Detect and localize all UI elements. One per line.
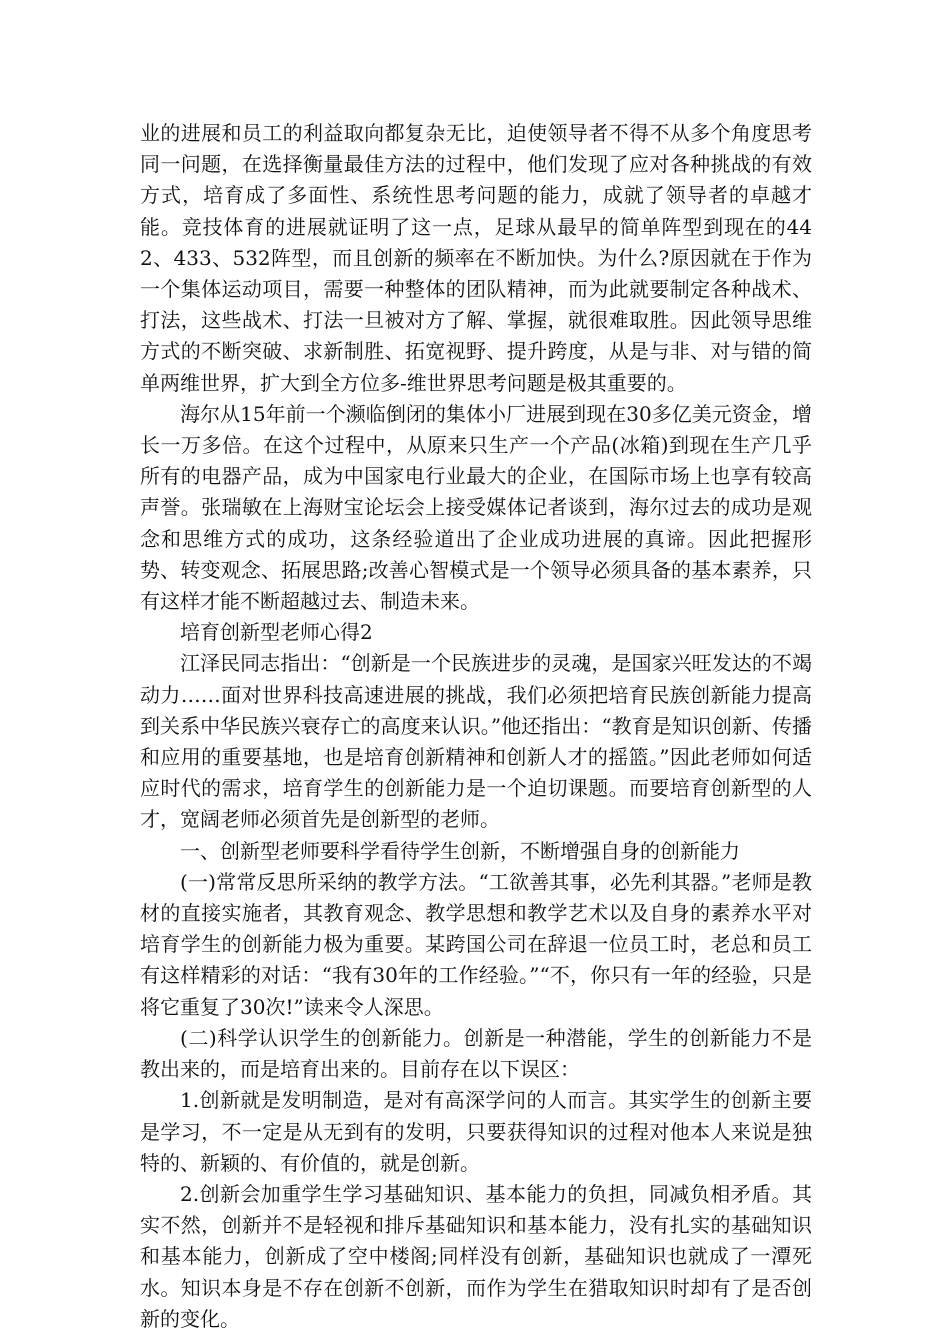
paragraph: (一)常常反思所采纳的教学方法。“工欲善其事，必先利其器。”老师是教材的直接实施者，其教育观念、教学思想和教学艺术以及自身的素养水平对培育学生的创新能力极为重要。某跨国公司在辞退一位员工时，老总和员工有这样精彩的对话：“我有30年的工作经验。”“不，你只有一年的经验，只是将它重复了30次!”读来令人深思。 — [140, 869, 812, 1019]
document-body — [140, 118, 812, 1335]
paragraph: 业的进展和员工的利益取向都复杂无比，迫使领导者不得不从多个角度思考同一问题，在选择衡量最佳方法的过程中，他们发现了应对各种挑战的有效方式，培育成了多面性、系统性思考问题的能力，成就了领导者的卓越才能。竞技体育的进展就证明了这一点，足球从最早的简单阵型到现在的442、433、532阵型，而且创新的频率在不断加快。为什么?原因就在于作为一个集体运动项目，需要一种整体的团队精神，而为此就要制定各种战术、打法，这些战术、打法一旦被对方了解、掌握，就很难取胜。因此领导思维方式的不断突破、求新制胜、拓宽视野、提升跨度，从是与非、对与错的简单两维世界，扩大到全方位多-维世界思考问题是极其重要的。 — [140, 121, 812, 395]
list-item: 2.创新会加重学生学习基础知识、基本能力的负担，同减负相矛盾。其实不然，创新并不是轻视和排斥基础知识和基本能力，没有扎实的基础知识和基本能力，创新成了空中楼阁;同样没有创新，基础知识也就成了一潭死水。知识本身是不存在创新不创新，而作为学生在猎取知识时却有了是否创新的变化。 — [140, 1181, 812, 1331]
section-heading: 培育创新型老师心得2 — [180, 620, 373, 645]
subsection-heading: 一、创新型老师要科学看待学生创新，不断增强自身的创新能力 — [180, 838, 740, 863]
list-item: 1.创新就是发明制造，是对有高深学问的人而言。其实学生的创新主要是学习，不一定是从无到有的发明，只要获得知识的过程对他本人来说是独特的、新颖的、有价值的，就是创新。 — [140, 1088, 812, 1175]
paragraph: 江泽民同志指出：“创新是一个民族进步的灵魂，是国家兴旺发达的不竭动力……面对世界科技高速进展的挑战，我们必须把培育民族创新能力提高到关系中华民族兴衰存亡的高度来认识。”他还指出：“教育是知识创新、传播和应用的重要基地，也是培育创新精神和创新人才的摇篮。”因此老师如何适应时代的需求，培育学生的创新能力是一个迫切课题。而要培育创新型的人才，宽阔老师必须首先是创新型的老师。 — [140, 651, 812, 832]
paragraph: 海尔从15年前一个濒临倒闭的集体小厂进展到现在30多亿美元资金，增长一万多倍。在这个过程中，从原来只生产一个产品(冰箱)到现在生产几乎所有的电器产品，成为中国家电行业最大的企业，在国际市场上也享有较高声誉。张瑞敏在上海财宝论坛会上接受媒体记者谈到，海尔过去的成功是观念和思维方式的成功，这条经验道出了企业成功进展的真谛。因此把握形势、转变观念、拓展思路;改善心智模式是一个领导必须具备的基本素养，只有这样才能不断超越过去、制造未来。 — [140, 401, 812, 614]
paragraph: (二)科学认识学生的创新能力。创新是一种潜能，学生的创新能力不是教出来的，而是培育出来的。目前存在以下误区： — [140, 1025, 812, 1082]
